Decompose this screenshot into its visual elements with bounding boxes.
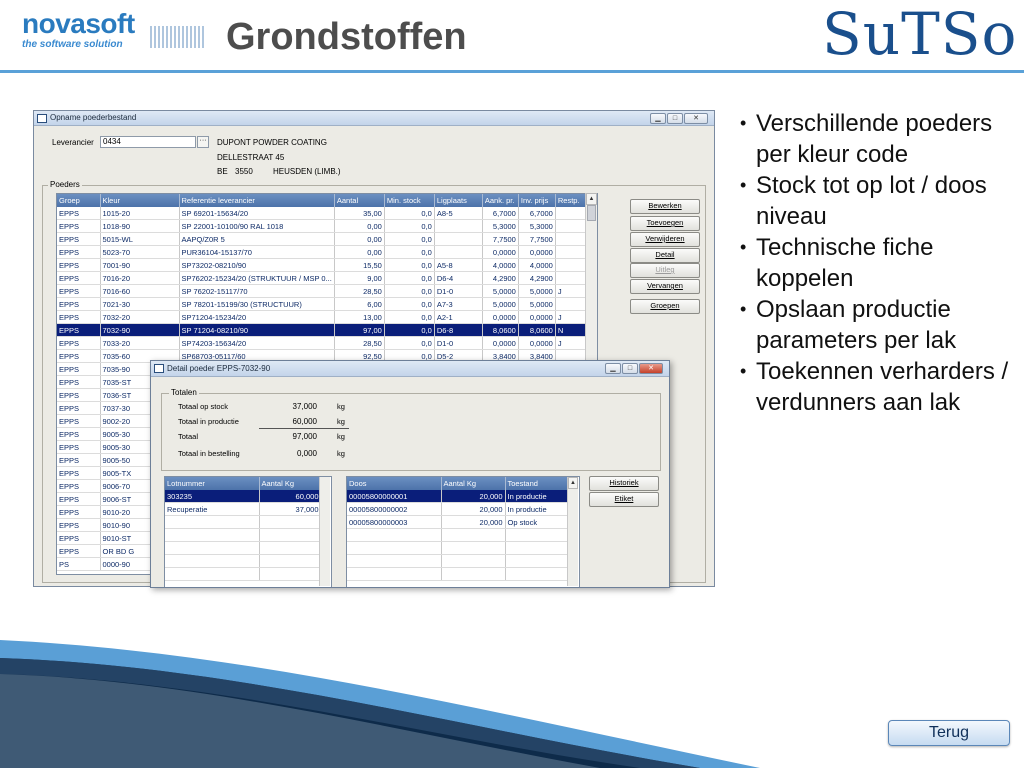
table-cell: EPPS: [57, 207, 100, 220]
table-cell: 0,00: [334, 246, 384, 259]
table-cell: [441, 568, 505, 581]
table-cell: [555, 246, 586, 259]
total-value: 60,000: [292, 417, 317, 426]
dialog-title: Detail poeder EPPS-7032-90: [167, 364, 271, 373]
table-cell: 0,0: [384, 259, 434, 272]
boxes-table[interactable]: [346, 476, 580, 588]
table-row[interactable]: [57, 298, 586, 311]
supplier-lookup-button[interactable]: ···: [197, 136, 209, 148]
table-cell: 20,000: [441, 516, 505, 529]
table-cell: 0,0: [384, 272, 434, 285]
slide-header: [0, 0, 1024, 70]
feature-bullet: • Toekennen verharders / verdunners aan lak: [738, 356, 1018, 418]
column-header[interactable]: Ligplaats: [434, 194, 482, 207]
column-header[interactable]: Toestand: [505, 477, 567, 490]
action-button-bewerken[interactable]: Bewerken: [630, 199, 700, 214]
table-cell: 0,0: [384, 298, 434, 311]
table-cell: 4,0000: [518, 259, 555, 272]
table-cell: 0,0000: [482, 337, 518, 350]
table-row[interactable]: [165, 555, 321, 568]
column-header[interactable]: Min. stock: [384, 194, 434, 207]
table-cell: EPPS: [57, 272, 100, 285]
table-cell: [555, 220, 586, 233]
table-cell: 7033-20: [100, 337, 179, 350]
total-label: Totaal: [178, 432, 199, 441]
table-cell: EPPS: [57, 285, 100, 298]
table-row[interactable]: [347, 503, 567, 516]
table-row[interactable]: [57, 259, 586, 272]
totals-sum-line: [259, 428, 349, 429]
table-cell: EPPS: [57, 467, 100, 480]
table-cell: 8,0600: [482, 324, 518, 337]
table-cell: 9006-ST: [100, 493, 179, 506]
table-row[interactable]: [347, 542, 567, 555]
table-cell: 0,0: [384, 233, 434, 246]
table-cell: 5,0000: [482, 298, 518, 311]
table-cell: 97,00: [334, 324, 384, 337]
novasoft-logo: [22, 10, 135, 51]
table-cell: SP68703-05117/60: [179, 350, 334, 363]
table-cell: [165, 542, 259, 555]
table-cell: 9005-50: [100, 454, 179, 467]
supplier-city: HEUSDEN (LIMB.): [273, 167, 341, 176]
column-header[interactable]: Aantal: [334, 194, 384, 207]
supplier-name: DUPONT POWDER COATING: [217, 138, 327, 147]
table-row[interactable]: [347, 529, 567, 542]
back-button[interactable]: Terug: [888, 720, 1010, 746]
table-cell: [259, 516, 321, 529]
table-cell: 4,0000: [482, 259, 518, 272]
supplier-zip: 3550: [235, 167, 253, 176]
table-cell: J: [555, 311, 586, 324]
table-cell: 8,0600: [518, 324, 555, 337]
table-cell: J: [555, 285, 586, 298]
table-cell: EPPS: [57, 389, 100, 402]
table-cell: [347, 568, 441, 581]
table-cell: 35,00: [334, 207, 384, 220]
table-cell: 13,00: [334, 311, 384, 324]
table-cell: SP71204-15234/20: [179, 311, 334, 324]
total-label: Totaal in productie: [178, 417, 239, 426]
feature-bullet-list: [738, 108, 1018, 418]
table-cell: 0,0: [384, 350, 434, 363]
table-cell: EPPS: [57, 337, 100, 350]
slide-title: Grondstoffen: [226, 16, 467, 58]
sutso-logo: SuTSo: [822, 0, 1018, 68]
window-titlebar: [34, 111, 714, 126]
column-header[interactable]: Restp.: [555, 194, 586, 207]
table-cell: 5,0000: [518, 285, 555, 298]
table-row[interactable]: [57, 207, 586, 220]
column-header[interactable]: Groep: [57, 194, 100, 207]
table-cell: EPPS: [57, 415, 100, 428]
table-cell: D6-8: [434, 324, 482, 337]
close-button[interactable]: ✕: [684, 113, 708, 124]
table-cell: 15,50: [334, 259, 384, 272]
action-button-uitleg[interactable]: Uitleg: [630, 263, 700, 278]
table-cell: 9006-70: [100, 480, 179, 493]
table-cell: 5015-WL: [100, 233, 179, 246]
table-cell: 60,000: [259, 490, 321, 503]
table-cell: [505, 568, 567, 581]
scroll-thumb[interactable]: [587, 205, 596, 221]
table-cell: 20,000: [441, 490, 505, 503]
poeders-group-label: Poeders: [50, 180, 80, 189]
table-cell: 7032-90: [100, 324, 179, 337]
table-row[interactable]: [347, 490, 567, 503]
table-cell: 37,000: [259, 503, 321, 516]
table-cell: [555, 272, 586, 285]
total-value: 97,000: [292, 432, 317, 441]
column-header[interactable]: Doos: [347, 477, 441, 490]
supplier-street: DELLESTRAAT 45: [217, 153, 285, 162]
table-cell: EPPS: [57, 519, 100, 532]
action-button-historiek[interactable]: Historiek: [589, 476, 659, 491]
table-row[interactable]: [57, 285, 586, 298]
action-button-toevoegen[interactable]: Toevoegen: [630, 216, 700, 231]
table-cell: A2-1: [434, 311, 482, 324]
table-cell: 0,0: [384, 246, 434, 259]
total-unit: kg: [337, 417, 345, 426]
table-cell: 7036-ST: [100, 389, 179, 402]
column-header[interactable]: Referentie leverancier: [179, 194, 334, 207]
table-cell: 7032-20: [100, 311, 179, 324]
table-cell: EPPS: [57, 246, 100, 259]
totals-label: Totalen: [171, 388, 197, 397]
table-cell: 0,0000: [482, 311, 518, 324]
supplier-code-field[interactable]: 0434: [100, 136, 196, 148]
table-cell: EPPS: [57, 506, 100, 519]
supplier-label: Leverancier: [52, 138, 94, 147]
table-cell: In productie: [505, 490, 567, 503]
window-title: Opname poederbestand: [50, 113, 137, 122]
table-cell: EPPS: [57, 532, 100, 545]
table-cell: [165, 516, 259, 529]
table-cell: [259, 568, 321, 581]
table-cell: [555, 233, 586, 246]
table-row[interactable]: [57, 246, 586, 259]
table-cell: [434, 233, 482, 246]
dialog-minimize-button[interactable]: ▁: [605, 363, 621, 374]
table-cell: 0,0: [384, 311, 434, 324]
table-cell: 5,0000: [518, 298, 555, 311]
table-cell: 00005800000003: [347, 516, 441, 529]
maximize-button[interactable]: □: [667, 113, 683, 124]
column-header[interactable]: Aantal Kg: [259, 477, 321, 490]
table-cell: In productie: [505, 503, 567, 516]
table-row[interactable]: [57, 337, 586, 350]
table-cell: EPPS: [57, 259, 100, 272]
total-label: Totaal in bestelling: [178, 449, 240, 458]
table-cell: 7035-90: [100, 363, 179, 376]
table-cell: [441, 555, 505, 568]
table-cell: [434, 220, 482, 233]
table-cell: EPPS: [57, 480, 100, 493]
table-cell: 4,2900: [482, 272, 518, 285]
column-header[interactable]: Inv. prijs: [518, 194, 555, 207]
table-cell: 4,2900: [518, 272, 555, 285]
table-cell: SP 78201-15199/30 (STRUCTUUR): [179, 298, 334, 311]
total-value: 0,000: [296, 449, 317, 458]
table-cell: SP76202-15234/20 (STRUKTUUR / MSP 0...: [179, 272, 334, 285]
table-cell: [555, 207, 586, 220]
action-button-etiket[interactable]: Etiket: [589, 492, 659, 507]
table-cell: EPPS: [57, 545, 100, 558]
table-cell: 1018-90: [100, 220, 179, 233]
table-cell: AAPQ/Z0R 5: [179, 233, 334, 246]
table-cell: EPPS: [57, 298, 100, 311]
table-row[interactable]: [57, 272, 586, 285]
boxes-scrollbar[interactable]: [567, 477, 578, 586]
table-cell: 7,7500: [482, 233, 518, 246]
table-cell: [441, 542, 505, 555]
table-cell: 303235: [165, 490, 259, 503]
header-divider: [0, 70, 1024, 73]
table-cell: [259, 542, 321, 555]
table-cell: 0,0: [384, 285, 434, 298]
supplier-country: BE: [217, 167, 228, 176]
table-cell: [555, 259, 586, 272]
table-cell: 7,7500: [518, 233, 555, 246]
window-icon: [37, 114, 47, 123]
table-row[interactable]: [57, 220, 586, 233]
table-row[interactable]: [57, 233, 586, 246]
table-cell: 9,00: [334, 272, 384, 285]
table-cell: 92,50: [334, 350, 384, 363]
dialog-icon: [154, 364, 164, 373]
table-cell: 9010-20: [100, 506, 179, 519]
table-cell: SP73202-08210/90: [179, 259, 334, 272]
table-cell: 5023-70: [100, 246, 179, 259]
table-cell: SP74203-15634/20: [179, 337, 334, 350]
feature-bullet: • Stock tot op lot / doos niveau: [738, 170, 1018, 232]
table-cell: 9005-30: [100, 428, 179, 441]
table-cell: 5,3000: [518, 220, 555, 233]
footer-swoosh: [0, 640, 1024, 768]
table-cell: 00005800000002: [347, 503, 441, 516]
table-row[interactable]: [165, 503, 321, 516]
table-cell: 7035-ST: [100, 376, 179, 389]
column-header[interactable]: Kleur: [100, 194, 179, 207]
table-cell: [434, 246, 482, 259]
table-cell: 7016-20: [100, 272, 179, 285]
table-cell: D1-0: [434, 285, 482, 298]
table-cell: 0,0000: [482, 246, 518, 259]
dialog-close-button[interactable]: ✕: [639, 363, 663, 374]
logo-decoration: [150, 26, 206, 48]
table-cell: EPPS: [57, 441, 100, 454]
table-cell: 6,7000: [518, 207, 555, 220]
table-cell: EPPS: [57, 402, 100, 415]
table-cell: [505, 555, 567, 568]
table-cell: [165, 529, 259, 542]
dialog-titlebar: [151, 361, 669, 377]
table-cell: SP 69201-15634/20: [179, 207, 334, 220]
table-cell: EPPS: [57, 376, 100, 389]
column-header[interactable]: Aank. pr.: [482, 194, 518, 207]
table-cell: EPPS: [57, 233, 100, 246]
table-cell: J: [555, 337, 586, 350]
total-unit: kg: [337, 432, 345, 441]
table-cell: SP 76202-15117/70: [179, 285, 334, 298]
table-row[interactable]: [57, 324, 586, 337]
table-cell: [259, 555, 321, 568]
table-row[interactable]: [347, 516, 567, 529]
table-row[interactable]: [347, 568, 567, 581]
table-cell: SP 71204-08210/90: [179, 324, 334, 337]
dialog-maximize-button[interactable]: □: [622, 363, 638, 374]
table-cell: 3,8400: [518, 350, 555, 363]
table-cell: EPPS: [57, 493, 100, 506]
table-row[interactable]: [165, 568, 321, 581]
table-cell: 1015-20: [100, 207, 179, 220]
feature-bullet: • Verschillende poeders per kleur code: [738, 108, 1018, 170]
table-cell: [165, 555, 259, 568]
action-button-vervangen[interactable]: Vervangen: [630, 279, 700, 294]
table-cell: 7016-60: [100, 285, 179, 298]
table-row[interactable]: [165, 516, 321, 529]
detail-dialog: [150, 360, 670, 588]
action-button-detail[interactable]: Detail: [630, 248, 700, 263]
table-cell: 9010-90: [100, 519, 179, 532]
action-button-groepen[interactable]: Groepen: [630, 299, 700, 314]
table-cell: EPPS: [57, 324, 100, 337]
table-cell: [165, 568, 259, 581]
table-cell: 5,3000: [482, 220, 518, 233]
table-cell: EPPS: [57, 428, 100, 441]
table-row[interactable]: [165, 542, 321, 555]
table-cell: 7035-60: [100, 350, 179, 363]
lots-table[interactable]: [164, 476, 332, 588]
table-cell: [259, 529, 321, 542]
feature-bullet: • Opslaan productie parameters per lak: [738, 294, 1018, 356]
scroll-up-arrow[interactable]: ▲: [586, 193, 597, 205]
table-cell: 9005-30: [100, 441, 179, 454]
table-cell: N: [555, 324, 586, 337]
table-cell: 9002-20: [100, 415, 179, 428]
table-cell: Op stock: [505, 516, 567, 529]
column-header[interactable]: Lotnummer: [165, 477, 259, 490]
table-cell: 0,0: [384, 324, 434, 337]
table-cell: 20,000: [441, 503, 505, 516]
table-cell: D1-0: [434, 337, 482, 350]
table-cell: EPPS: [57, 220, 100, 233]
total-value: 37,000: [292, 402, 317, 411]
table-row[interactable]: [57, 311, 586, 324]
table-cell: [347, 555, 441, 568]
table-cell: OR BD G: [100, 545, 179, 558]
table-cell: [505, 529, 567, 542]
table-cell: D5-2: [434, 350, 482, 363]
table-cell: 0000-90: [100, 558, 179, 571]
action-button-verwijderen[interactable]: Verwijderen: [630, 232, 700, 247]
table-cell: 3,8400: [482, 350, 518, 363]
table-cell: A7-3: [434, 298, 482, 311]
total-unit: kg: [337, 449, 345, 458]
table-cell: PS: [57, 558, 100, 571]
table-cell: EPPS: [57, 454, 100, 467]
table-cell: 6,00: [334, 298, 384, 311]
table-cell: 7021-30: [100, 298, 179, 311]
table-cell: 6,7000: [482, 207, 518, 220]
total-label: Totaal op stock: [178, 402, 229, 411]
table-cell: EPPS: [57, 350, 100, 363]
total-unit: kg: [337, 402, 345, 411]
table-cell: 5,0000: [482, 285, 518, 298]
table-cell: 0,0000: [518, 311, 555, 324]
table-cell: A5-8: [434, 259, 482, 272]
lots-scrollbar[interactable]: [319, 477, 330, 586]
table-cell: 7037-30: [100, 402, 179, 415]
boxes-scroll-up-arrow[interactable]: ▲: [568, 477, 578, 489]
feature-bullet: • Technische fiche koppelen: [738, 232, 1018, 294]
table-cell: PUR36104-15137/70: [179, 246, 334, 259]
table-cell: Recuperatie: [165, 503, 259, 516]
table-cell: 0,00: [334, 233, 384, 246]
table-cell: 0,0000: [518, 337, 555, 350]
totals-groupbox: [161, 393, 661, 471]
table-cell: [347, 542, 441, 555]
table-cell: SP 22001-10100/90 RAL 1018: [179, 220, 334, 233]
novasoft-logo-text: novasoft: [22, 8, 135, 39]
table-cell: 0,0: [384, 220, 434, 233]
table-cell: 28,50: [334, 337, 384, 350]
table-cell: 00005800000001: [347, 490, 441, 503]
table-cell: [555, 298, 586, 311]
table-cell: 0,00: [334, 220, 384, 233]
novasoft-tagline: the software solution: [22, 39, 123, 50]
table-cell: EPPS: [57, 363, 100, 376]
table-cell: [347, 529, 441, 542]
table-cell: 0,0000: [518, 246, 555, 259]
table-cell: 9010-ST: [100, 532, 179, 545]
table-row[interactable]: [165, 490, 321, 503]
table-cell: 0,0: [384, 337, 434, 350]
column-header[interactable]: Aantal Kg: [441, 477, 505, 490]
table-row[interactable]: [165, 529, 321, 542]
table-cell: 28,50: [334, 285, 384, 298]
table-cell: [505, 542, 567, 555]
table-cell: [441, 529, 505, 542]
table-cell: D6-4: [434, 272, 482, 285]
table-row[interactable]: [347, 555, 567, 568]
table-cell: 0,0: [384, 207, 434, 220]
minimize-button[interactable]: ▁: [650, 113, 666, 124]
table-cell: 7001-90: [100, 259, 179, 272]
table-cell: 9005-TX: [100, 467, 179, 480]
table-cell: A8-5: [434, 207, 482, 220]
table-cell: EPPS: [57, 311, 100, 324]
